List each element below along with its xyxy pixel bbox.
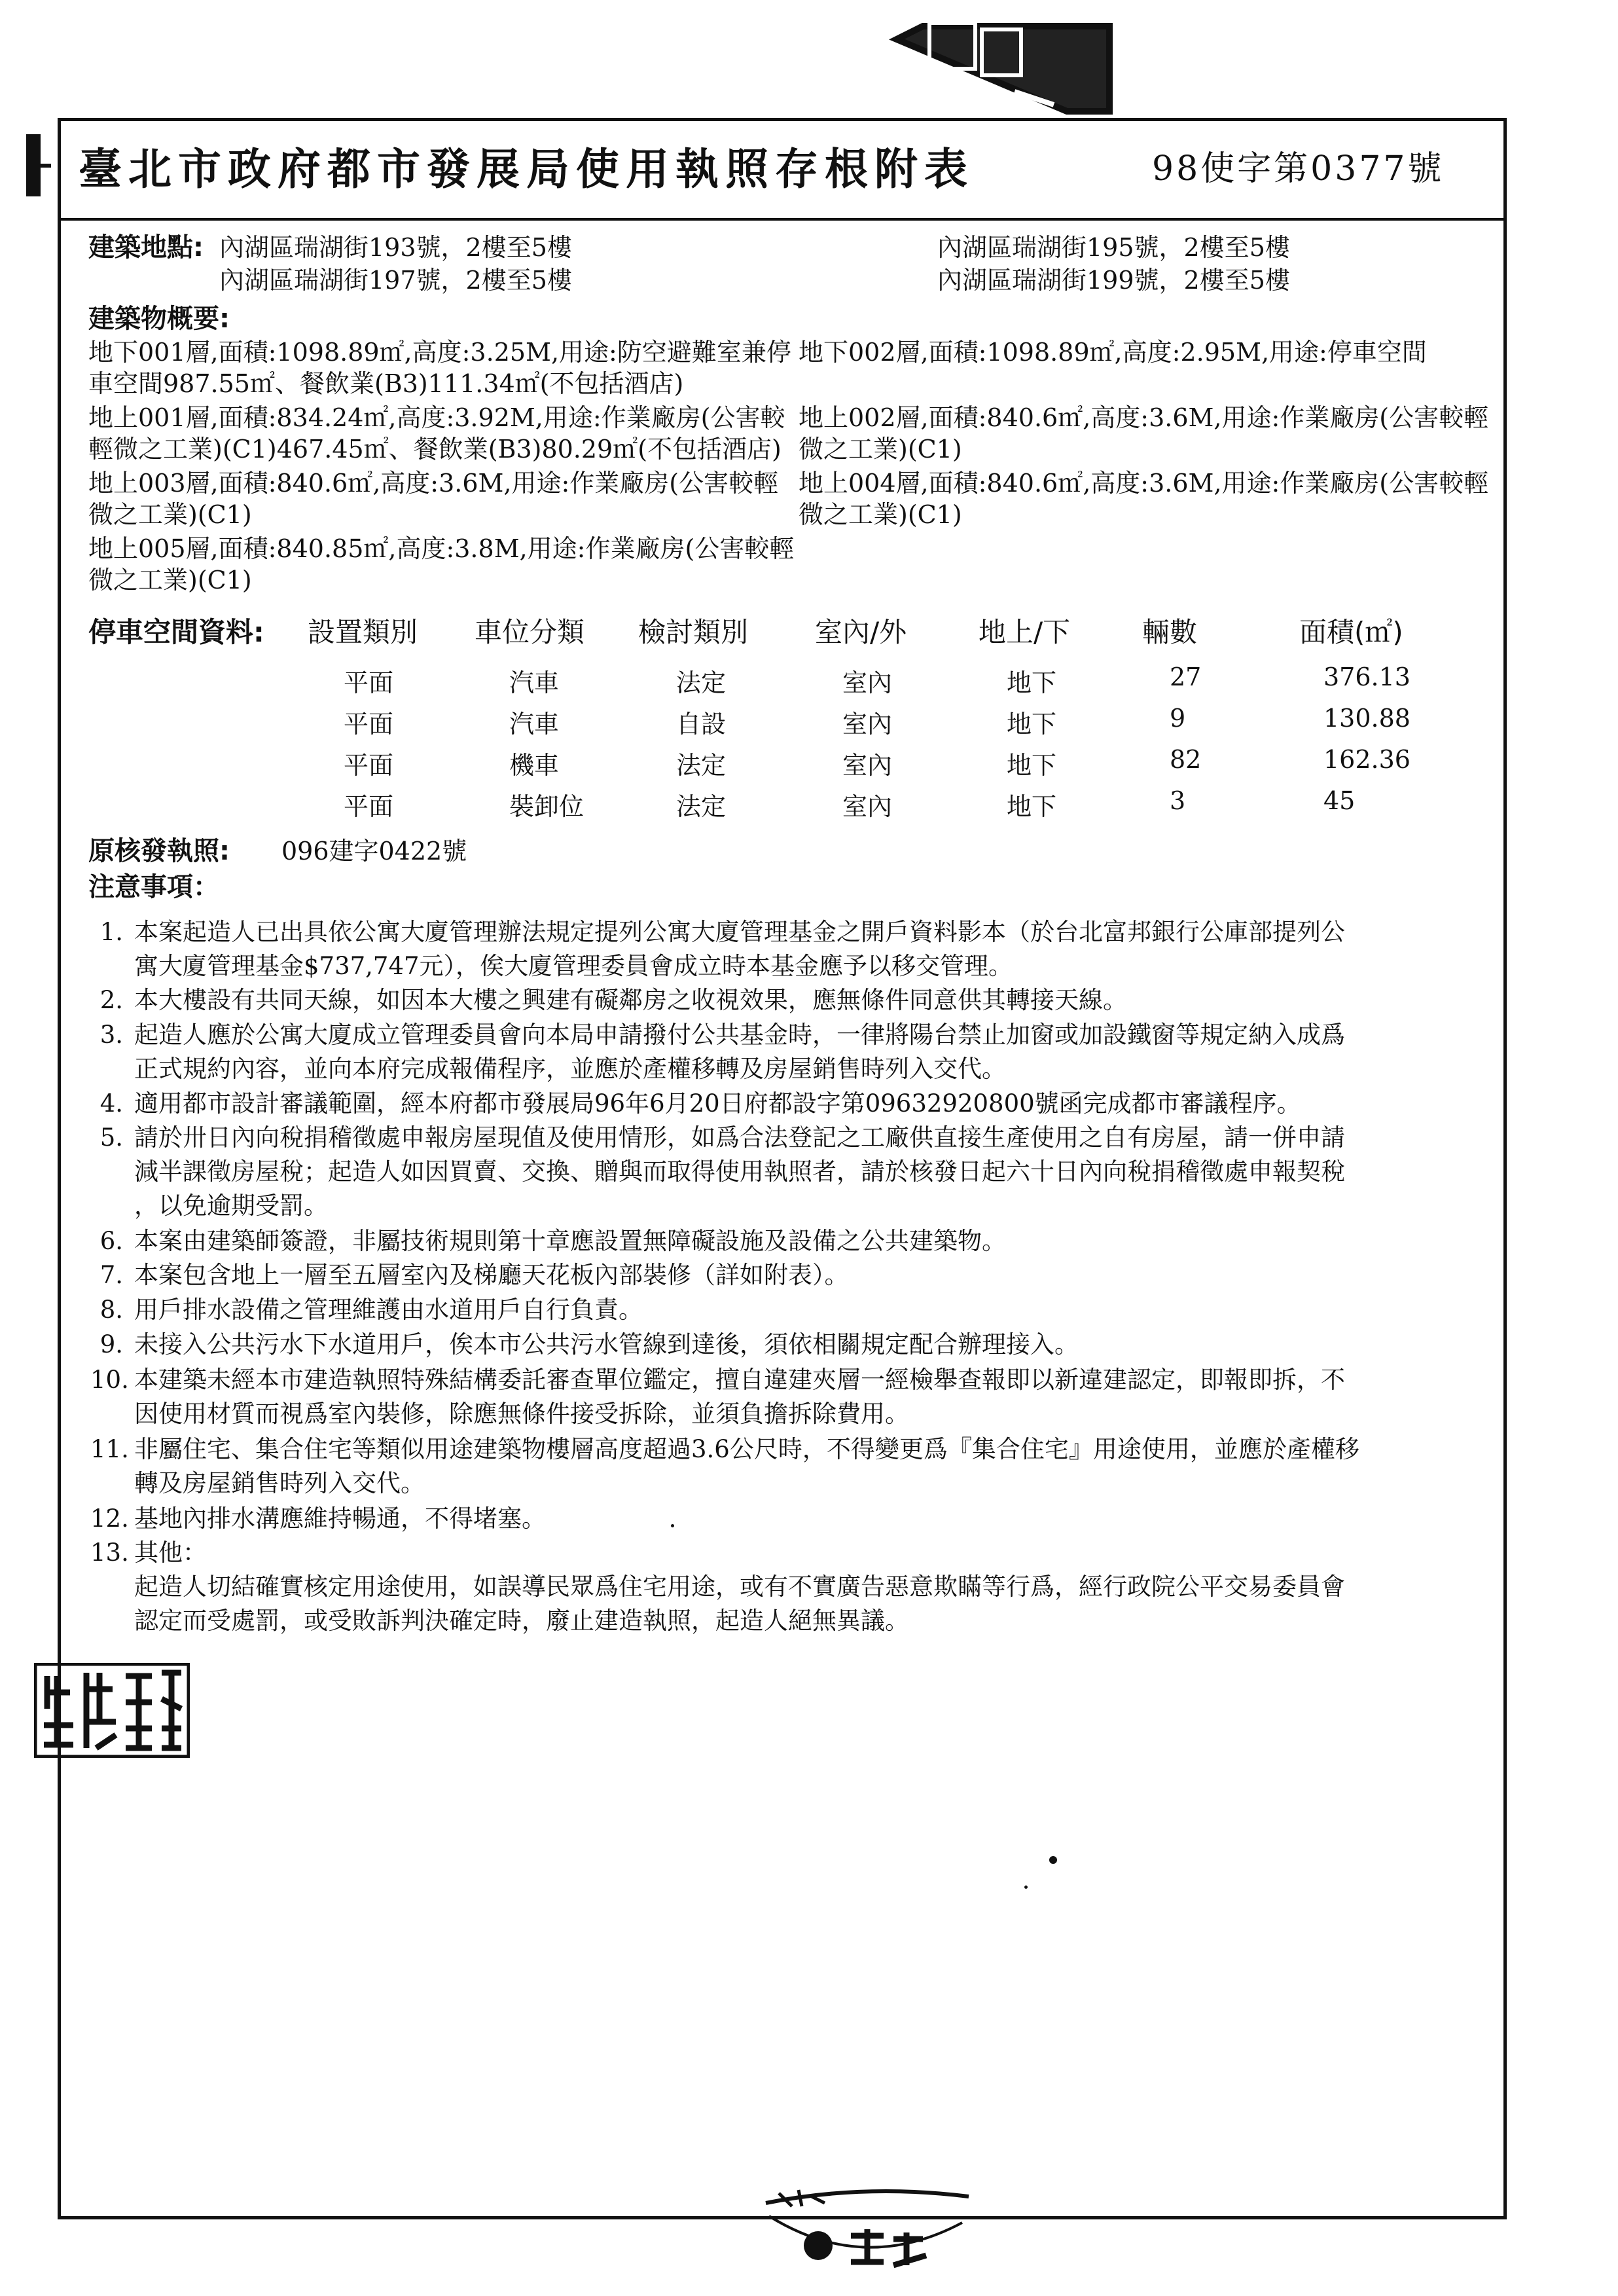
- parking-cell: 3: [1170, 786, 1186, 815]
- overview-2f-line-1: 地上002層,面積:840.6㎡,高度:3.6M,用途:作業廠房(公害較輕: [799, 403, 1489, 432]
- note-number: 8.: [99, 1296, 123, 1324]
- parking-cell: 130.88: [1323, 704, 1411, 733]
- scan-speck: [671, 1524, 674, 1527]
- note-line: 寓大廈管理基金$737,747元），俟大廈管理委員會成立時本基金應予以移交管理。: [134, 952, 1013, 980]
- overview-b1-line-1: 地下001層,面積:1098.89㎡,高度:3.25M,用途:防空避難室兼停: [88, 338, 791, 367]
- notes-label: 注意事項：: [88, 872, 219, 902]
- parking-cell: 自設: [676, 710, 727, 738]
- parking-cell: 平面: [344, 751, 394, 780]
- note-line: 起造人切結確實核定用途使用，如誤導民眾爲住宅用途，或有不實廣告惡意欺瞞等行爲，經行政院公平交易委員會: [134, 1573, 1345, 1601]
- note-line: 適用都市設計審議範圍，經本府都市發展局96年6月20日府都設字第09632920800號函完成都市審議程序。: [134, 1089, 1301, 1118]
- parking-cell: 平面: [344, 792, 394, 821]
- parking-cell: 地下: [1007, 751, 1057, 780]
- parking-col-type: 設置類別: [308, 616, 418, 648]
- parking-cell: 室內: [842, 792, 893, 821]
- note-number: 2.: [99, 986, 123, 1014]
- parking-cell: 法定: [676, 668, 727, 697]
- address-line-4: 內湖區瑞湖街199號，2樓至5樓: [937, 266, 1290, 295]
- note-line: 本案包含地上一層至五層室內及梯廳天花板內部裝修（詳如附表）。: [134, 1261, 849, 1289]
- note-line: 用戶排水設備之管理維護由水道用戶自行負責。: [134, 1296, 643, 1324]
- note-number: 3.: [99, 1021, 123, 1049]
- note-number: 9.: [99, 1330, 123, 1358]
- overview-4f-line-2: 微之工業)(C1): [799, 500, 962, 529]
- note-number: 6.: [99, 1227, 123, 1255]
- top-seal-stamp: [884, 13, 1119, 124]
- parking-cell: 376.13: [1323, 663, 1411, 691]
- parking-cell: 平面: [344, 710, 394, 738]
- parking-cell: 地下: [1007, 668, 1057, 697]
- address-line-1: 內湖區瑞湖街193號，2樓至5樓: [219, 233, 572, 262]
- original-permit-value: 096建字0422號: [281, 837, 467, 866]
- address-label: 建築地點:: [88, 232, 204, 263]
- parking-cell: 45: [1323, 786, 1356, 815]
- note-line: 認定而受處罰，或受敗訴判決確定時，廢止建造執照，起造人絕無異議。: [134, 1607, 909, 1635]
- note-number: 4.: [99, 1089, 123, 1118]
- parking-cell: 9: [1170, 704, 1186, 733]
- parking-cell: 27: [1170, 663, 1202, 691]
- note-number: 12.: [90, 1504, 129, 1533]
- overview-4f-line-1: 地上004層,面積:840.6㎡,高度:3.6M,用途:作業廠房(公害較輕: [799, 469, 1489, 498]
- note-line: 起造人應於公寓大廈成立管理委員會向本局申請撥付公共基金時，一律將陽台禁止加窗或加設鐵窗等規定納入成爲: [134, 1021, 1345, 1049]
- overview-1f-line-2: 輕微之工業)(C1)467.45㎡、餐飲業(B3)80.29㎡(不包括酒店): [88, 435, 782, 464]
- note-number: 13.: [90, 1539, 129, 1567]
- overview-1f-line-1: 地上001層,面積:834.24㎡,高度:3.92M,用途:作業廠房(公害較: [88, 403, 785, 432]
- parking-cell: 裝卸位: [509, 792, 584, 821]
- parking-cell: 法定: [676, 792, 727, 821]
- note-line: ，以免逾期受罰。: [134, 1192, 328, 1220]
- note-number: 1.: [99, 918, 123, 946]
- parking-cell: 地下: [1007, 792, 1057, 821]
- address-line-2: 內湖區瑞湖街195號，2樓至5樓: [937, 233, 1290, 262]
- parking-col-review: 檢討類別: [638, 616, 749, 648]
- overview-2f-line-2: 微之工業)(C1): [799, 435, 962, 464]
- overview-b1-line-2: 車空間987.55㎡、餐飲業(B3)111.34㎡(不包括酒店): [88, 369, 684, 398]
- parking-cell: 汽車: [509, 710, 560, 738]
- overview-3f-line-2: 微之工業)(C1): [88, 500, 252, 529]
- note-line: 基地內排水溝應維持暢通，不得堵塞。: [134, 1504, 546, 1533]
- note-line: 減半課徵房屋稅；起造人如因買賣、交換、贈與而取得使用執照者，請於核發日起六十日內向稅捐稽徵處申報契稅: [134, 1157, 1345, 1186]
- note-line: 請於卅日內向稅捐稽徵處申報房屋現值及使用情形，如爲合法登記之工廠供直接生產使用之自有房屋，請一併申請: [134, 1123, 1345, 1152]
- parking-col-vehicle: 車位分類: [475, 616, 585, 648]
- scan-speck: [1049, 1856, 1057, 1864]
- parking-cell: 室內: [842, 751, 893, 780]
- note-number: 5.: [99, 1123, 123, 1152]
- overview-5f-line-2: 微之工業)(C1): [88, 566, 252, 594]
- overview-b2-line-1: 地下002層,面積:1098.89㎡,高度:2.95M,用途:停車空間: [799, 338, 1427, 367]
- parking-cell: 機車: [509, 751, 560, 780]
- parking-cell: 室內: [842, 668, 893, 697]
- note-line: 未接入公共污水下水道用戶，俟本市公共污水管線到達後，須依相關規定配合辦理接入。: [134, 1330, 1079, 1358]
- note-line: 本大樓設有共同天線，如因本大樓之興建有礙鄰房之收視效果，應無條件同意供其轉接天線。: [134, 986, 1127, 1014]
- overview-5f-line-1: 地上005層,面積:840.85㎡,高度:3.8M,用途:作業廠房(公害較輕: [88, 534, 795, 563]
- parking-cell: 法定: [676, 751, 727, 780]
- parking-col-count: 輛數: [1142, 616, 1198, 648]
- parking-col-indoor: 室內/外: [815, 616, 907, 648]
- note-line: 因使用材質而視爲室內裝修，除應無條件接受拆除，並須負擔拆除費用。: [134, 1400, 909, 1428]
- note-line: 本建築未經本市建造執照特殊結構委託審查單位鑑定，擅自違建夾層一經檢舉查報即以新違建認定，即報即拆，不: [134, 1366, 1345, 1394]
- parking-cell: 162.36: [1323, 745, 1411, 774]
- parking-cell: 汽車: [509, 668, 560, 697]
- parking-col-level: 地上/下: [979, 616, 1071, 648]
- overview-label: 建築物概要:: [88, 304, 230, 334]
- note-line: 正式規約內容，並向本府完成報備程序，並應於產權移轉及房屋銷售時列入交代。: [134, 1055, 1006, 1083]
- parking-cell: 地下: [1007, 710, 1057, 738]
- document-title: 臺北市政府都市發展局使用執照存根附表: [79, 143, 974, 194]
- permit-number: 98使字第0377號: [1152, 149, 1445, 189]
- parking-cell: 室內: [842, 710, 893, 738]
- note-line: 轉及房屋銷售時列入交代。: [134, 1469, 425, 1497]
- original-permit-label: 原核發執照:: [88, 836, 230, 866]
- note-line: 其他：: [134, 1539, 207, 1567]
- note-line: 本案起造人已出具依公寓大廈管理辦法規定提列公寓大廈管理基金之開戶資料影本（於台北富邦銀行公庫部提列公: [134, 918, 1345, 946]
- parking-label: 停車空間資料:: [88, 616, 264, 648]
- header-divider: [58, 218, 1507, 221]
- parking-cell: 平面: [344, 668, 394, 697]
- note-number: 11.: [90, 1435, 129, 1463]
- parking-cell: 82: [1170, 745, 1202, 774]
- note-line: 本案由建築師簽證，非屬技術規則第十章應設置無障礙設施及設備之公共建築物。: [134, 1227, 1006, 1255]
- parking-col-area: 面積(㎡): [1299, 616, 1403, 648]
- note-number: 7.: [99, 1261, 123, 1289]
- note-number: 10.: [90, 1366, 129, 1394]
- overview-3f-line-1: 地上003層,面積:840.6㎡,高度:3.6M,用途:作業廠房(公害較輕: [88, 469, 779, 498]
- left-edge-mark-tick: [33, 164, 51, 168]
- scan-speck: [1024, 1886, 1028, 1889]
- note-line: 非屬住宅、集合住宅等類似用途建築物樓層高度超過3.6公尺時，不得變更爲『集合住宅』用途使用，並應於產權移: [134, 1435, 1359, 1463]
- address-line-3: 內湖區瑞湖街197號，2樓至5樓: [219, 266, 572, 295]
